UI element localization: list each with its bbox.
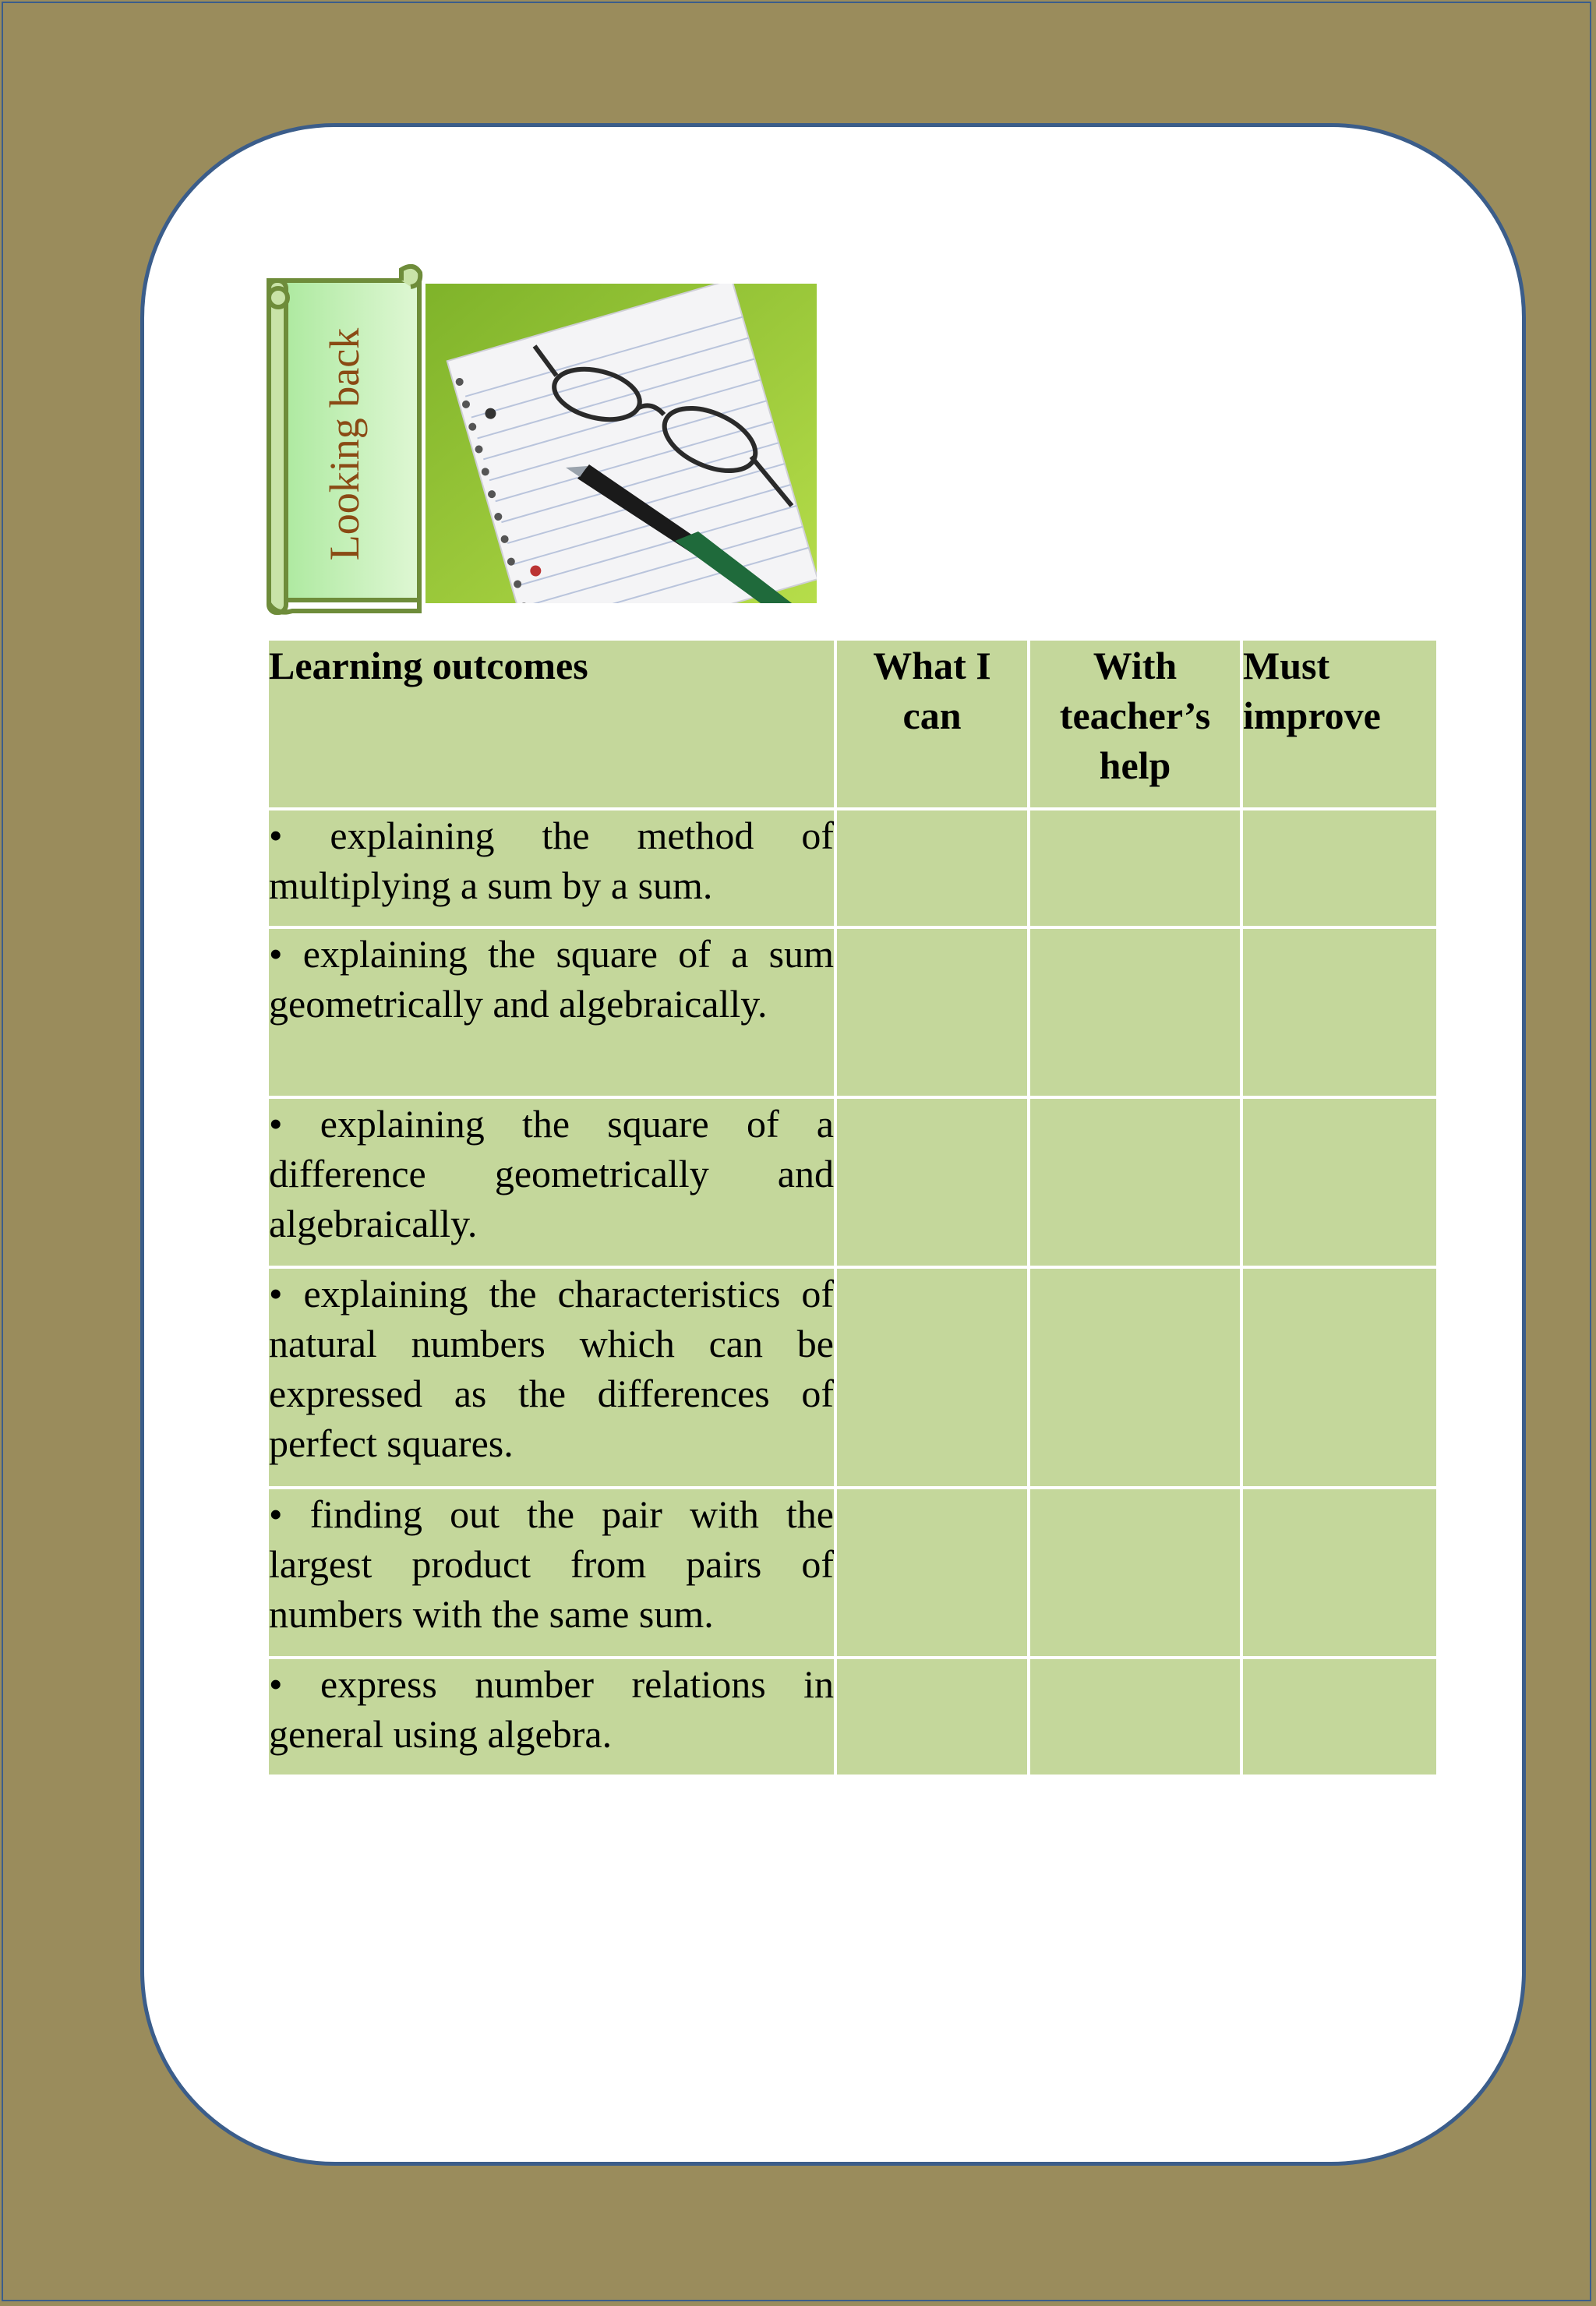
- header-with-teachers-help: With teacher’s help: [1029, 639, 1241, 809]
- table-row: [267, 1488, 1438, 1658]
- header-learning-outcomes: Learning outcomes: [267, 639, 835, 809]
- outcome-text: • explaining the square of a sum geometrically and algebraically.: [267, 927, 835, 1097]
- table-row: [267, 1658, 1438, 1776]
- with-teachers-help-cell[interactable]: [1029, 927, 1241, 1097]
- notebook-photo: [425, 284, 817, 603]
- outcome-text: • explaining the method of multiplying a sum by a sum.: [267, 809, 835, 927]
- with-teachers-help-cell[interactable]: [1029, 1488, 1241, 1658]
- outcome-text: • explaining the square of a difference geometrically and algebraically.: [267, 1097, 835, 1267]
- notebook-glasses-pen-icon: [425, 284, 817, 603]
- table-row: [267, 1267, 1438, 1488]
- with-teachers-help-cell[interactable]: [1029, 1658, 1241, 1776]
- learning-outcomes-table: [266, 637, 1439, 1778]
- must-improve-cell[interactable]: [1241, 809, 1438, 927]
- outcome-text: • express number relations in general using algebra.: [267, 1658, 835, 1776]
- what-i-can-cell[interactable]: [835, 1488, 1029, 1658]
- what-i-can-cell[interactable]: [835, 1267, 1029, 1488]
- table-row: [267, 1097, 1438, 1267]
- badge-label: Looking back: [320, 327, 368, 561]
- must-improve-cell[interactable]: [1241, 1658, 1438, 1776]
- what-i-can-cell[interactable]: [835, 1097, 1029, 1267]
- must-improve-cell[interactable]: [1241, 1267, 1438, 1488]
- must-improve-cell[interactable]: [1241, 927, 1438, 1097]
- header-what-i-can: What I can: [835, 639, 1029, 809]
- looking-back-badge: [261, 263, 427, 619]
- outcome-text: • explaining the characteristics of natural numbers which can be expressed as the differences of perfect squares.: [267, 1267, 835, 1488]
- what-i-can-cell[interactable]: [835, 809, 1029, 927]
- with-teachers-help-cell[interactable]: [1029, 809, 1241, 927]
- with-teachers-help-cell[interactable]: [1029, 1097, 1241, 1267]
- with-teachers-help-cell[interactable]: [1029, 1267, 1241, 1488]
- must-improve-cell[interactable]: [1241, 1488, 1438, 1658]
- header-must-improve: Must improve: [1241, 639, 1438, 809]
- what-i-can-cell[interactable]: [835, 1658, 1029, 1776]
- table-row: [267, 927, 1438, 1097]
- outcome-text: • finding out the pair with the largest product from pairs of numbers with the same sum.: [267, 1488, 835, 1658]
- table-header-row: [267, 639, 1438, 809]
- table-row: [267, 809, 1438, 927]
- must-improve-cell[interactable]: [1241, 1097, 1438, 1267]
- what-i-can-cell[interactable]: [835, 927, 1029, 1097]
